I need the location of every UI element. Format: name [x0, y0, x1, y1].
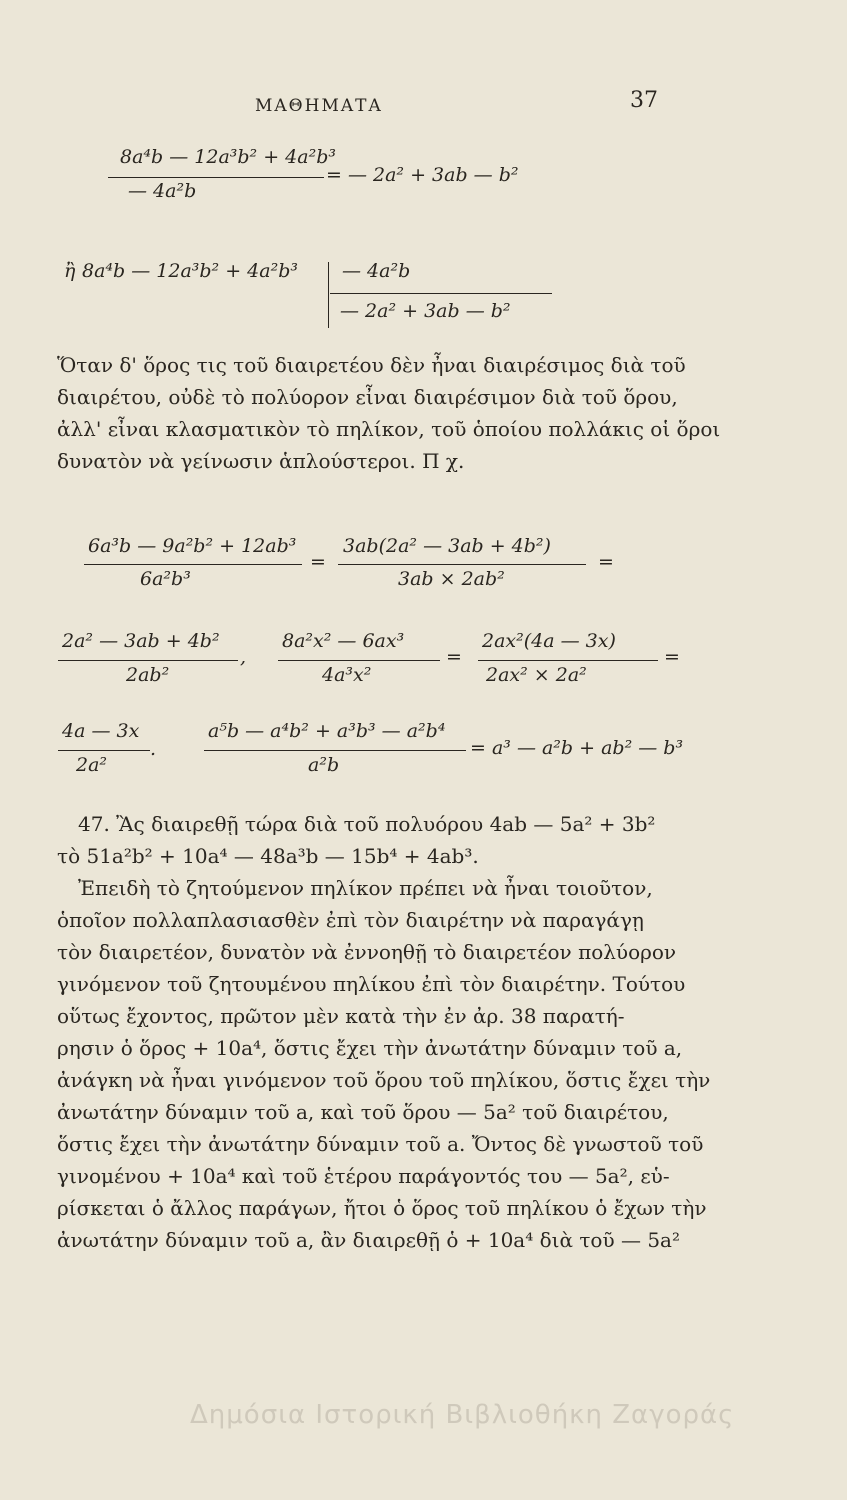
eq2-dividend: 8a⁴b — 12a³b² + 4a²b³ [82, 260, 298, 282]
fraction-bar [58, 660, 238, 661]
eq1-numerator: 8a⁴b — 12a³b² + 4a²b³ [120, 146, 336, 168]
ex1-f1-denominator: 6a²b³ [140, 568, 191, 590]
ex2-f1-denominator: 4a³x² [322, 664, 372, 686]
text-line: οὕτως ἔχοντος, πρῶτον μὲν κατὰ τὴν ἐν ἀρ. 38 παρατή- [57, 1004, 625, 1028]
fraction-bar [478, 660, 658, 661]
text-line: ἀνωτάτην δύναμιν τοῦ a, ἂν διαιρεθῇ ὁ + 10a⁴ διὰ τοῦ — 5a² [57, 1228, 680, 1252]
text-line: Ἐπειδὴ τὸ ζητούμενον πηλίκον πρέπει νὰ ἦναι τοιοῦτον, [78, 876, 653, 900]
fraction-bar [84, 564, 302, 565]
eq2-quotient: — 2a² + 3ab — b² [340, 300, 511, 322]
eq2-divisor: — 4a²b [342, 260, 411, 282]
ex2-f2-numerator: 2ax²(4a — 3x) [482, 630, 616, 652]
text-line: δυνατὸν νὰ γείνωσιν ἁπλούστεροι. Π χ. [57, 449, 465, 473]
division-horizontal-bar [330, 293, 552, 294]
ex2-f1-numerator: 8a²x² — 6ax³ [282, 630, 405, 652]
ex2-equals-b: = [664, 646, 680, 668]
ex3-result: = a³ — a²b + ab² — b³ [470, 737, 684, 759]
text-line: ὁποῖον πολλαπλασιασθὲν ἐπὶ τὸν διαιρέτην νὰ παραγάγῃ [57, 908, 644, 932]
ex2-dot: . [150, 738, 157, 760]
text-line: ἀνάγκη νὰ ἦναι γινόμενον τοῦ ὅρου τοῦ πηλίκου, ὅστις ἔχει τὴν [57, 1068, 711, 1092]
ex2-f2-denominator: 2ax² × 2a² [486, 664, 587, 686]
ex3-numerator: a⁵b — a⁴b² + a³b³ — a²b⁴ [208, 720, 446, 742]
text-line: ρησιν ὁ ὅρος + 10a⁴, ὅστις ἔχει τὴν ἀνωτάτην δύναμιν τοῦ a, [57, 1036, 683, 1060]
text-line: Ὅταν δ' ὅρος τις τοῦ διαιρετέου δὲν ἦναι διαιρέσιμος διὰ τοῦ [57, 353, 686, 377]
ex1-f2-denominator: 3ab × 2ab² [398, 568, 505, 590]
text-line: ἀνωτάτην δύναμιν τοῦ a, καὶ τοῦ ὅρου — 5a² τοῦ διαιρέτου, [57, 1100, 669, 1124]
fraction-bar [108, 177, 324, 178]
ex1-f1-numerator: 6a³b — 9a²b² + 12ab³ [88, 535, 297, 557]
ex2-f3-denominator: 2a² [76, 754, 108, 776]
text-line: ὅστις ἔχει τὴν ἀνωτάτην δύναμιν τοῦ a. Ὄντος δὲ γνωστοῦ τοῦ [57, 1132, 704, 1156]
ex1-f3-numerator: 2a² — 3ab + 4b² [62, 630, 220, 652]
ex1-comma: , [240, 646, 247, 668]
page-header [0, 88, 847, 124]
library-watermark: Δημόσια Ιστορική Βιβλιοθήκη Ζαγοράς [190, 1400, 735, 1430]
fraction-bar [338, 564, 586, 565]
ex3-denominator: a²b [308, 754, 340, 776]
ex1-equals-b: = [598, 551, 614, 573]
running-title: ΜΑΘΗΜΑΤΑ [255, 96, 383, 116]
text-line: γινόμενον τοῦ ζητουμένου πηλίκου ἐπὶ τὸν διαιρέτην. Τούτου [57, 972, 686, 996]
fraction-bar [278, 660, 440, 661]
text-line: διαιρέτου, οὐδὲ τὸ πολύορον εἶναι διαιρέσιμον διὰ τοῦ ὅρου, [57, 385, 678, 409]
text-line: ἀλλ' εἶναι κλασματικὸν τὸ πηλίκον, τοῦ ὁποίου πολλάκις οἱ ὅροι [57, 417, 721, 441]
fraction-bar [204, 750, 466, 751]
eq1-denominator: — 4a²b [128, 180, 197, 202]
ex1-f2-numerator: 3ab(2a² — 3ab + 4b²) [343, 535, 551, 557]
eq2-prefix: ἢ [64, 260, 76, 282]
ex1-equals-a: = [310, 551, 326, 573]
ex2-equals-a: = [446, 646, 462, 668]
ex2-f3-numerator: 4a — 3x [62, 720, 140, 742]
page-number: 37 [630, 88, 658, 113]
eq1-result: = — 2a² + 3ab — b² [326, 164, 519, 186]
fraction-bar [58, 750, 150, 751]
text-line: γινομένου + 10a⁴ καὶ τοῦ ἑτέρου παράγοντός του — 5a², εὑ- [57, 1164, 670, 1188]
text-line: ρίσκεται ὁ ἄλλος παράγων, ἤτοι ὁ ὅρος τοῦ πηλίκου ὁ ἔχων τὴν [57, 1196, 707, 1220]
division-vertical-bar [328, 262, 329, 328]
text-line: 47. Ἂς διαιρεθῇ τώρα διὰ τοῦ πολυόρου 4ab — 5a² + 3b² [78, 812, 656, 836]
text-line: τὸ 51a²b² + 10a⁴ — 48a³b — 15b⁴ + 4ab³. [57, 844, 479, 868]
text-line: τὸν διαιρετέον, δυνατὸν νὰ ἐννοηθῇ τὸ διαιρετέον πολύορον [57, 940, 677, 964]
ex1-f3-denominator: 2ab² [126, 664, 170, 686]
